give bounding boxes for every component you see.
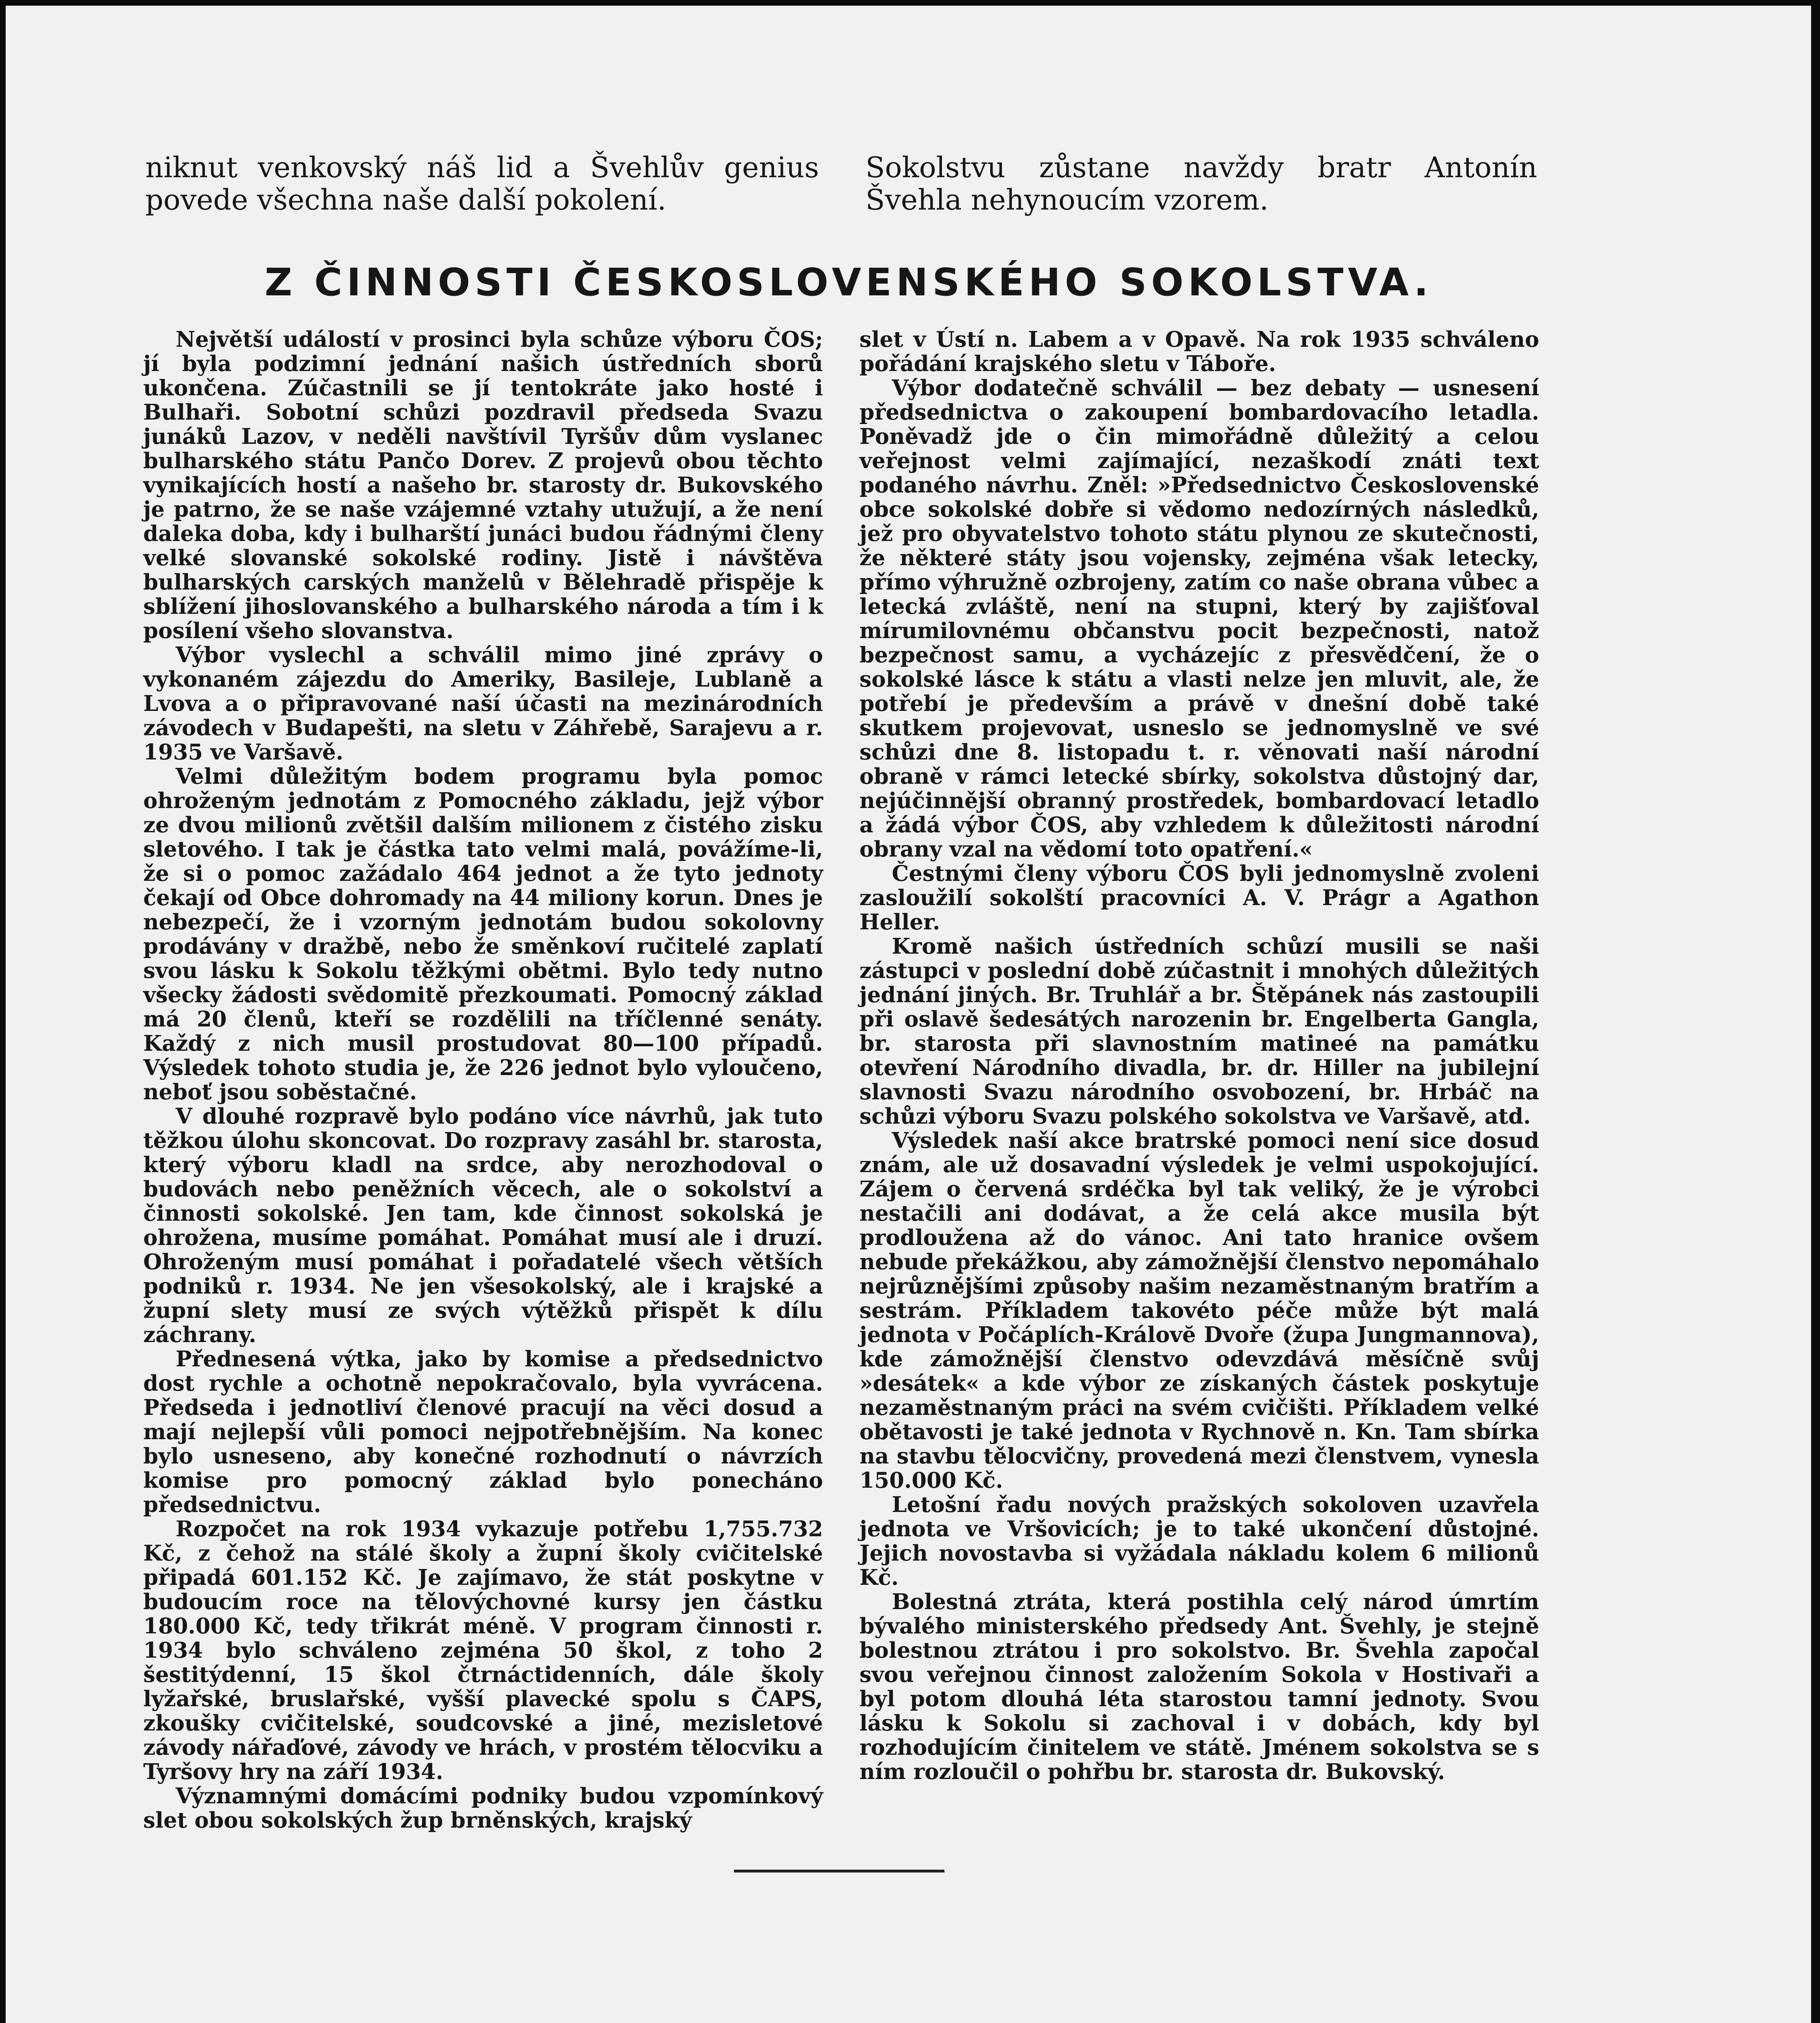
paragraph: Rozpočet na rok 1934 vykazuje potřebu 1,755.732 Kč, z čehož na stálé školy a župní školy cvičitelské připadá 601.152 Kč. Je zajímavo, že stát poskytne v budoucím roce na tělovýchovné kursy jen částku 180.000 Kč, tedy třikrát méně. V program činnosti r. 1934 bylo schváleno zejména 50 škol, z toho 2 šestitýdenní, 15 škol čtrnáctidenních, dále školy lyžařské, bruslařské, vyšší plavecké spolu s ČAPS, zkoušky cvičitelské, soudcovské a jiné, mezisletové závody nářaďové, závody ve hrách, v prostém tělocviku a Tyršovy hry na září 1934. — [143, 1516, 823, 1784]
page — [6, 6, 1811, 2023]
paragraph: V dlouhé rozpravě bylo podáno více návrhů, jak tuto těžkou úlohu skoncovat. Do rozpravy zasáhl br. starosta, který výboru kladl na srdce, aby nerozhodoval o budovách nebo peněžních věcech, ale o sokolství a činnosti sokolské. Jen tam, kde činnost sokolská je ohrožena, musíme pomáhat. Pomáhat musí ale i druzí. Ohroženým musí pomáhat i pořadatelé všech větších podniků r. 1934. Ne jen všesokolský, ale i krajské a župní slety musí ze svých výtěžků přispět k dílu záchrany. — [143, 1104, 823, 1347]
paragraph: slet v Ústí n. Labem a v Opavě. Na rok 1935 schváleno pořádání krajského sletu v Táboře. — [859, 327, 1539, 376]
paragraph: Kromě našich ústředních schůzí musili se naši zástupci v poslední době zúčastnit i mnohých důležitých jednání jiných. Br. Truhlář a br. Štěpánek nás zastoupili při oslavě šedesátých narozenin br. Engelberta Gangla, br. starosta při slavnostním matineé na památku otevření Národního divadla, br. dr. Hiller na jubilejní slavnosti Svazu národního osvobození, br. Hrbáč na schůzi výboru Svazu polského sokolstva ve Varšavě, atd. — [859, 934, 1539, 1129]
paragraph: Výbor vyslechl a schválil mimo jiné zprávy o vykonaném zájezdu do Ameriky, Basileje, Lublaně a Lvova a o připravované naší účasti na mezinárodních závodech v Budapešti, na sletu v Záhřebě, Sarajevu a r. 1935 ve Varšavě. — [143, 643, 823, 765]
paragraph: Přednesená výtka, jako by komise a předsednictvo dost rychle a ochotně nepokračovalo, byla vyvrácena. Předseda i jednotliví členové pracují na věci dosud a mají nejlepší vůli pomoci nejpotřebnějším. Na konec bylo usneseno, aby konečné rozhodnutí o návrzích komise pro pomocný základ bylo ponecháno předsednictvu. — [143, 1347, 823, 1517]
divider-rule — [734, 1870, 944, 1872]
paragraph: Největší událostí v prosinci byla schůze výboru ČOS; jí byla podzimní jednání našich ústředních sborů ukončena. Zúčastnili se jí tentokráte jako hosté i Bulhaři. Sobotní schůzi pozdravil předseda Svazu junáků Lazov, v neděli navštívil Tyršův dům vyslanec bulharského státu Pančo Dorev. Z projevů obou těchto vynikajících hostí a našeho br. starosty dr. Bukovského je patrno, že se naše vzájemné vztahy utužují, a že není daleka doba, kdy i bulharští junáci budou řádnými členy velké slovanské sokolské rodiny. Jistě i návštěva bulharských carských manželů v Bělehradě přispěje k sblížení jihoslovanského a bulharského národa a tím i k posílení všeho slovanstva. — [143, 327, 823, 643]
paragraph: Výsledek naší akce bratrské pomoci není sice dosud znám, ale už dosavadní výsledek je velmi uspokojující. Zájem o červená srdéčka byl tak veliký, že je výrobci nestačili ani dodávat, a že celá akce musila být prodloužena až do vánoc. Ani tato hranice ovšem nebude překážkou, aby zámožnější členstvo nepomáhalo nejrůznějšími způsoby našim nezaměstnaným bratřím a sestrám. Příkladem takovéto péče může být malá jednota v Počáplích-Královĕ Dvoře (župa Jungmannova), kde zámožnější členstvo odevzdává měsíčně svůj »desátek« a kde výbor ze získaných částek poskytuje nezaměstnaným práci na svém cvičišti. Příkladem velké obětavosti je také jednota v Rychnově n. Kn. Tam sbírka na stavbu tělocvičny, provedená mezi členstvem, vynesla 150.000 Kč. — [859, 1128, 1539, 1493]
top-right-text: Sokolstvu zůstane navždy bratr Antonín Švehla nehynoucím vzorem. — [865, 151, 1537, 216]
paragraph: Bolestná ztráta, která postihla celý národ úmrtím bývalého ministerského předsedy Ant. Švehly, je stejně bolestnou ztrátou i pro sokolstvo. Br. Švehla započal svou veřejnou činnost založením Sokola v Hostivaři a byl potom dlouhá léta starostou tamní jednoty. Svou lásku k Sokolu si zachoval i v dobách, kdy byl rozhodujícím činitelem ve státě. Jménem sokolstva se s ním rozloučil o pohřbu br. starosta dr. Bukovský. — [859, 1589, 1539, 1784]
paragraph: Čestnými členy výboru ČOS byli jednomyslně zvoleni zasloužilí sokolští pracovníci A. V. Prágr a Agathon Heller. — [859, 861, 1539, 935]
paragraph: Výbor dodatečně schválil — bez debaty — usnesení předsednictva o zakoupení bombardovacího letadla. Poněvadž jde o čin mimořádně důležitý a celou veřejnost velmi zajímající, nezaškodí znáti text podaného návrhu. Zněl: »Předsednictvo Československé obce sokolské dobře si vědomo nedozírných následků, jež pro obyvatelstvo tohoto státu plynou ze skutečnosti, že některé státy jsou vojensky, zejména však letecky, přímo výhružně ozbrojeny, zatím co naše obrana vůbec a letecká zvláště, není na stupni, který by zajišťoval mírumilovnému občanstvu pocit bezpečnosti, natož bezpečnost samu, a vycházejíc z přesvědčení, že o sokolské lásce k státu a vlasti nelze jen mluvit, ale, že potřebí je především a právě v dnešní době také skutkem projevovat, usneslo se jednomyslně ve své schůzi dne 8. listopadu t. r. věnovati naší národní obraně v rámci letecké sbírky, sokolstva důstojný dar, nejúčinnější obranný prostředek, bombardovací letadlo a žádá výbor ČOS, aby vzhledem k důležitosti národní obrany vzal na vědomí toto opatření.« — [859, 375, 1539, 862]
right-column — [859, 327, 1539, 1784]
paragraph: Velmi důležitým bodem programu byla pomoc ohroženým jednotám z Pomocného základu, jejž výbor ze dvou milionů zvětšil dalším milionem z čistého zisku sletového. I tak je částka tato velmi malá, povážíme-li, že si o pomoc zažádalo 464 jednot a že tyto jednoty čekají od Obce dohromady na 44 miliony korun. Dnes je nebezpečí, že i vzorným jednotám budou sokolovny prodávány v dražbě, nebo že směnkoví ručitelé zaplatí svou lásku k Sokolu těžkými obětmi. Bylo tedy nutno všecky žádosti svědomitě přezkoumati. Pomocný základ má 20 členů, kteří se rozdělili na tříčlenné senáty. Každý z nich musil prostudovat 80—100 případů. Výsledek tohoto studia je, že 226 jednot bylo vyloučeno, neboť jsou soběstačné. — [143, 764, 823, 1105]
paragraph: Významnými domácími podniky budou vzpomínkový slet obou sokolských žup brněnských, krajský — [143, 1783, 823, 1833]
article-heading: Z ČINNOSTI ČESKOSLOVENSKÉHO SOKOLSTVA. — [265, 261, 1433, 305]
paragraph: Letošní řadu nových pražských sokoloven uzavřela jednota ve Vršovicích; je to také ukončení důstojné. Jejich novostavba si vyžádala nákladu kolem 6 milionů Kč. — [859, 1492, 1539, 1590]
top-left-text: niknut venkovský náš lid a Švehlův genius povede všechna naše další pokolení. — [145, 151, 819, 216]
left-column — [143, 327, 823, 1832]
